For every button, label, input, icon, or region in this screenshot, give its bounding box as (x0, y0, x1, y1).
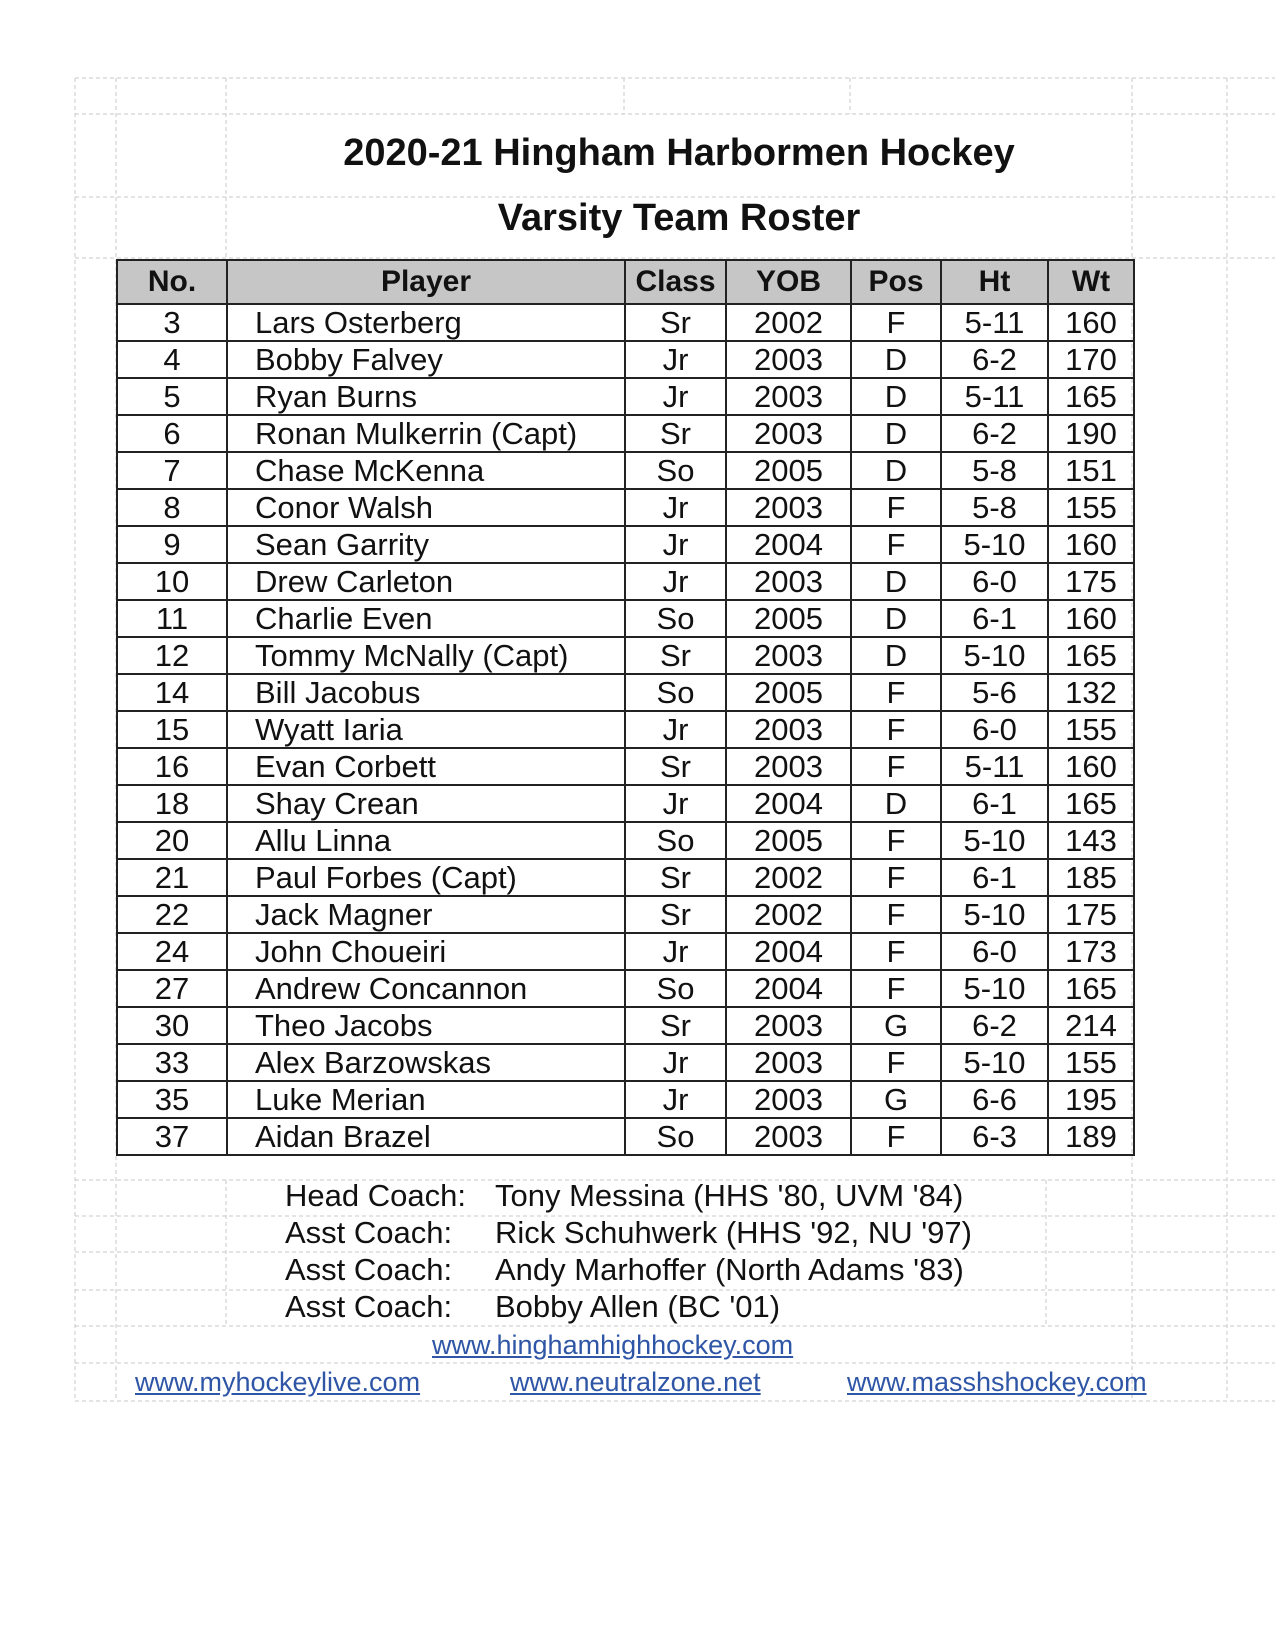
cell-weight: 165 (1048, 378, 1134, 415)
cell-player: Theo Jacobs (227, 1007, 625, 1044)
coach-name: Bobby Allen (BC '01) (495, 1289, 781, 1324)
cell-position: F (851, 822, 941, 859)
table-row (117, 378, 1134, 415)
cell-yob: 2004 (726, 933, 851, 970)
cell-class: Jr (625, 341, 726, 378)
cell-number: 16 (117, 748, 227, 785)
table-row (117, 600, 1134, 637)
cell-player: Aidan Brazel (227, 1118, 625, 1155)
cell-weight: 160 (1048, 526, 1134, 563)
cell-class: Jr (625, 1044, 726, 1081)
table-row (117, 304, 1134, 341)
cell-position: G (851, 1081, 941, 1118)
cell-weight: 165 (1048, 970, 1134, 1007)
cell-weight: 160 (1048, 748, 1134, 785)
cell-weight: 165 (1048, 785, 1134, 822)
cell-position: D (851, 452, 941, 489)
cell-height: 5-11 (941, 748, 1048, 785)
cell-position: D (851, 415, 941, 452)
cell-position: F (851, 674, 941, 711)
cell-yob: 2005 (726, 674, 851, 711)
cell-height: 5-8 (941, 452, 1048, 489)
cell-position: F (851, 1118, 941, 1155)
cell-height: 5-11 (941, 378, 1048, 415)
table-row (117, 674, 1134, 711)
cell-class: So (625, 674, 726, 711)
cell-number: 20 (117, 822, 227, 859)
table-row (117, 1081, 1134, 1118)
cell-yob: 2002 (726, 859, 851, 896)
hingham-high-hockey-link[interactable]: www.hinghamhighhockey.com (432, 1330, 794, 1360)
coach-row (285, 1289, 780, 1325)
cell-class: Sr (625, 748, 726, 785)
cell-number: 5 (117, 378, 227, 415)
table-row (117, 748, 1134, 785)
cell-yob: 2003 (726, 341, 851, 378)
cell-yob: 2003 (726, 415, 851, 452)
cell-number: 11 (117, 600, 227, 637)
table-row (117, 637, 1134, 674)
cell-position: D (851, 341, 941, 378)
cell-height: 5-10 (941, 896, 1048, 933)
cell-weight: 155 (1048, 489, 1134, 526)
cell-number: 12 (117, 637, 227, 674)
cell-position: F (851, 933, 941, 970)
cell-player: Luke Merian (227, 1081, 625, 1118)
cell-player: Paul Forbes (Capt) (227, 859, 625, 896)
column-header-player: Player (227, 260, 625, 304)
cell-number: 7 (117, 452, 227, 489)
cell-position: F (851, 711, 941, 748)
cell-class: Jr (625, 378, 726, 415)
cell-number: 35 (117, 1081, 227, 1118)
cell-yob: 2003 (726, 748, 851, 785)
cell-number: 9 (117, 526, 227, 563)
cell-yob: 2004 (726, 785, 851, 822)
coach-name: Tony Messina (HHS '80, UVM '84) (495, 1178, 964, 1213)
cell-class: So (625, 1118, 726, 1155)
cell-player: Tommy McNally (Capt) (227, 637, 625, 674)
cell-position: G (851, 1007, 941, 1044)
column-header-yob: YOB (726, 260, 851, 304)
column-header-height: Ht (941, 260, 1048, 304)
cell-yob: 2003 (726, 711, 851, 748)
cell-height: 6-2 (941, 415, 1048, 452)
cell-player: Andrew Concannon (227, 970, 625, 1007)
cell-height: 6-3 (941, 1118, 1048, 1155)
cell-height: 6-2 (941, 1007, 1048, 1044)
cell-player: John Choueiri (227, 933, 625, 970)
table-row (117, 526, 1134, 563)
cell-yob: 2003 (726, 489, 851, 526)
coach-role: Head Coach: (285, 1178, 466, 1213)
cell-number: 4 (117, 341, 227, 378)
cell-yob: 2005 (726, 822, 851, 859)
cell-yob: 2004 (726, 970, 851, 1007)
cell-class: Jr (625, 933, 726, 970)
cell-weight: 175 (1048, 896, 1134, 933)
cell-yob: 2003 (726, 1081, 851, 1118)
cell-number: 22 (117, 896, 227, 933)
cell-class: Sr (625, 1007, 726, 1044)
cell-yob: 2003 (726, 563, 851, 600)
cell-weight: 190 (1048, 415, 1134, 452)
cell-weight: 173 (1048, 933, 1134, 970)
cell-height: 5-6 (941, 674, 1048, 711)
cell-weight: 195 (1048, 1081, 1134, 1118)
table-row (117, 452, 1134, 489)
cell-height: 6-0 (941, 933, 1048, 970)
coach-row (285, 1252, 964, 1288)
cell-number: 10 (117, 563, 227, 600)
cell-number: 21 (117, 859, 227, 896)
cell-player: Ryan Burns (227, 378, 625, 415)
cell-class: So (625, 822, 726, 859)
table-row (117, 822, 1134, 859)
cell-height: 5-10 (941, 526, 1048, 563)
cell-position: D (851, 600, 941, 637)
cell-player: Sean Garrity (227, 526, 625, 563)
cell-yob: 2002 (726, 304, 851, 341)
cell-class: Jr (625, 489, 726, 526)
cell-position: F (851, 304, 941, 341)
table-row (117, 785, 1134, 822)
cell-weight: 155 (1048, 1044, 1134, 1081)
column-header-number: No. (117, 260, 227, 304)
cell-height: 5-10 (941, 1044, 1048, 1081)
cell-class: Sr (625, 415, 726, 452)
cell-height: 6-1 (941, 859, 1048, 896)
cell-player: Allu Linna (227, 822, 625, 859)
roster-table (116, 259, 1135, 1156)
cell-yob: 2003 (726, 1007, 851, 1044)
roster-title: 2020-21 Hingham Harbormen Hockey (343, 132, 1015, 174)
cell-weight: 143 (1048, 822, 1134, 859)
cell-number: 3 (117, 304, 227, 341)
cell-class: Jr (625, 785, 726, 822)
table-row (117, 1007, 1134, 1044)
cell-class: Sr (625, 304, 726, 341)
cell-class: Jr (625, 711, 726, 748)
table-row (117, 859, 1134, 896)
cell-weight: 185 (1048, 859, 1134, 896)
coach-name: Andy Marhoffer (North Adams '83) (495, 1252, 964, 1287)
cell-yob: 2004 (726, 526, 851, 563)
cell-class: Jr (625, 1081, 726, 1118)
cell-position: F (851, 896, 941, 933)
cell-position: F (851, 859, 941, 896)
cell-weight: 160 (1048, 304, 1134, 341)
cell-player: Ronan Mulkerrin (Capt) (227, 415, 625, 452)
cell-yob: 2005 (726, 452, 851, 489)
myhockeylive-link[interactable]: www.myhockeylive.com (135, 1367, 421, 1397)
cell-player: Shay Crean (227, 785, 625, 822)
cell-weight: 214 (1048, 1007, 1134, 1044)
cell-player: Charlie Even (227, 600, 625, 637)
cell-yob: 2002 (726, 896, 851, 933)
cell-weight: 155 (1048, 711, 1134, 748)
cell-height: 6-1 (941, 785, 1048, 822)
neutralzone-link[interactable]: www.neutralzone.net (510, 1367, 761, 1397)
cell-yob: 2003 (726, 637, 851, 674)
cell-height: 5-8 (941, 489, 1048, 526)
cell-height: 5-10 (941, 822, 1048, 859)
cell-height: 6-0 (941, 563, 1048, 600)
cell-class: Sr (625, 637, 726, 674)
cell-class: Jr (625, 526, 726, 563)
cell-player: Evan Corbett (227, 748, 625, 785)
table-row (117, 970, 1134, 1007)
cell-height: 6-1 (941, 600, 1048, 637)
cell-number: 37 (117, 1118, 227, 1155)
cell-player: Alex Barzowskas (227, 1044, 625, 1081)
cell-player: Conor Walsh (227, 489, 625, 526)
cell-number: 14 (117, 674, 227, 711)
cell-number: 18 (117, 785, 227, 822)
column-header-class: Class (625, 260, 726, 304)
coach-row (285, 1215, 972, 1251)
cell-number: 6 (117, 415, 227, 452)
cell-yob: 2003 (726, 1044, 851, 1081)
cell-number: 27 (117, 970, 227, 1007)
cell-position: D (851, 563, 941, 600)
cell-weight: 170 (1048, 341, 1134, 378)
cell-height: 6-0 (941, 711, 1048, 748)
table-row (117, 1044, 1134, 1081)
cell-weight: 160 (1048, 600, 1134, 637)
cell-height: 6-2 (941, 341, 1048, 378)
cell-player: Bill Jacobus (227, 674, 625, 711)
cell-number: 8 (117, 489, 227, 526)
coach-role: Asst Coach: (285, 1252, 453, 1287)
coach-row (285, 1178, 963, 1214)
cell-position: F (851, 526, 941, 563)
cell-number: 15 (117, 711, 227, 748)
cell-position: D (851, 637, 941, 674)
cell-number: 24 (117, 933, 227, 970)
cell-class: Jr (625, 563, 726, 600)
coach-role: Asst Coach: (285, 1215, 453, 1250)
cell-height: 6-6 (941, 1081, 1048, 1118)
cell-weight: 151 (1048, 452, 1134, 489)
coach-role: Asst Coach: (285, 1289, 453, 1324)
table-row (117, 341, 1134, 378)
table-header-row (117, 260, 1134, 304)
cell-number: 33 (117, 1044, 227, 1081)
column-header-weight: Wt (1048, 260, 1134, 304)
cell-class: So (625, 970, 726, 1007)
cell-position: D (851, 378, 941, 415)
cell-player: Wyatt Iaria (227, 711, 625, 748)
cell-weight: 132 (1048, 674, 1134, 711)
cell-weight: 175 (1048, 563, 1134, 600)
cell-height: 5-11 (941, 304, 1048, 341)
cell-player: Drew Carleton (227, 563, 625, 600)
cell-position: F (851, 970, 941, 1007)
cell-height: 5-10 (941, 637, 1048, 674)
table-row (117, 489, 1134, 526)
cell-player: Jack Magner (227, 896, 625, 933)
cell-position: F (851, 748, 941, 785)
cell-position: F (851, 1044, 941, 1081)
masshshockey-link[interactable]: www.masshshockey.com (847, 1367, 1147, 1397)
coach-name: Rick Schuhwerk (HHS '92, NU '97) (495, 1215, 972, 1250)
cell-weight: 165 (1048, 637, 1134, 674)
cell-player: Chase McKenna (227, 452, 625, 489)
cell-position: F (851, 489, 941, 526)
roster-subtitle: Varsity Team Roster (497, 197, 861, 239)
cell-player: Bobby Falvey (227, 341, 625, 378)
table-row (117, 563, 1134, 600)
cell-yob: 2003 (726, 1118, 851, 1155)
cell-weight: 189 (1048, 1118, 1134, 1155)
column-header-position: Pos (851, 260, 941, 304)
table-row (117, 896, 1134, 933)
cell-player: Lars Osterberg (227, 304, 625, 341)
cell-number: 30 (117, 1007, 227, 1044)
cell-class: Sr (625, 859, 726, 896)
cell-yob: 2003 (726, 378, 851, 415)
table-row (117, 933, 1134, 970)
cell-class: So (625, 600, 726, 637)
table-row (117, 711, 1134, 748)
cell-class: So (625, 452, 726, 489)
table-row (117, 415, 1134, 452)
table-row (117, 1118, 1134, 1155)
cell-yob: 2005 (726, 600, 851, 637)
cell-class: Sr (625, 896, 726, 933)
cell-height: 5-10 (941, 970, 1048, 1007)
cell-position: D (851, 785, 941, 822)
